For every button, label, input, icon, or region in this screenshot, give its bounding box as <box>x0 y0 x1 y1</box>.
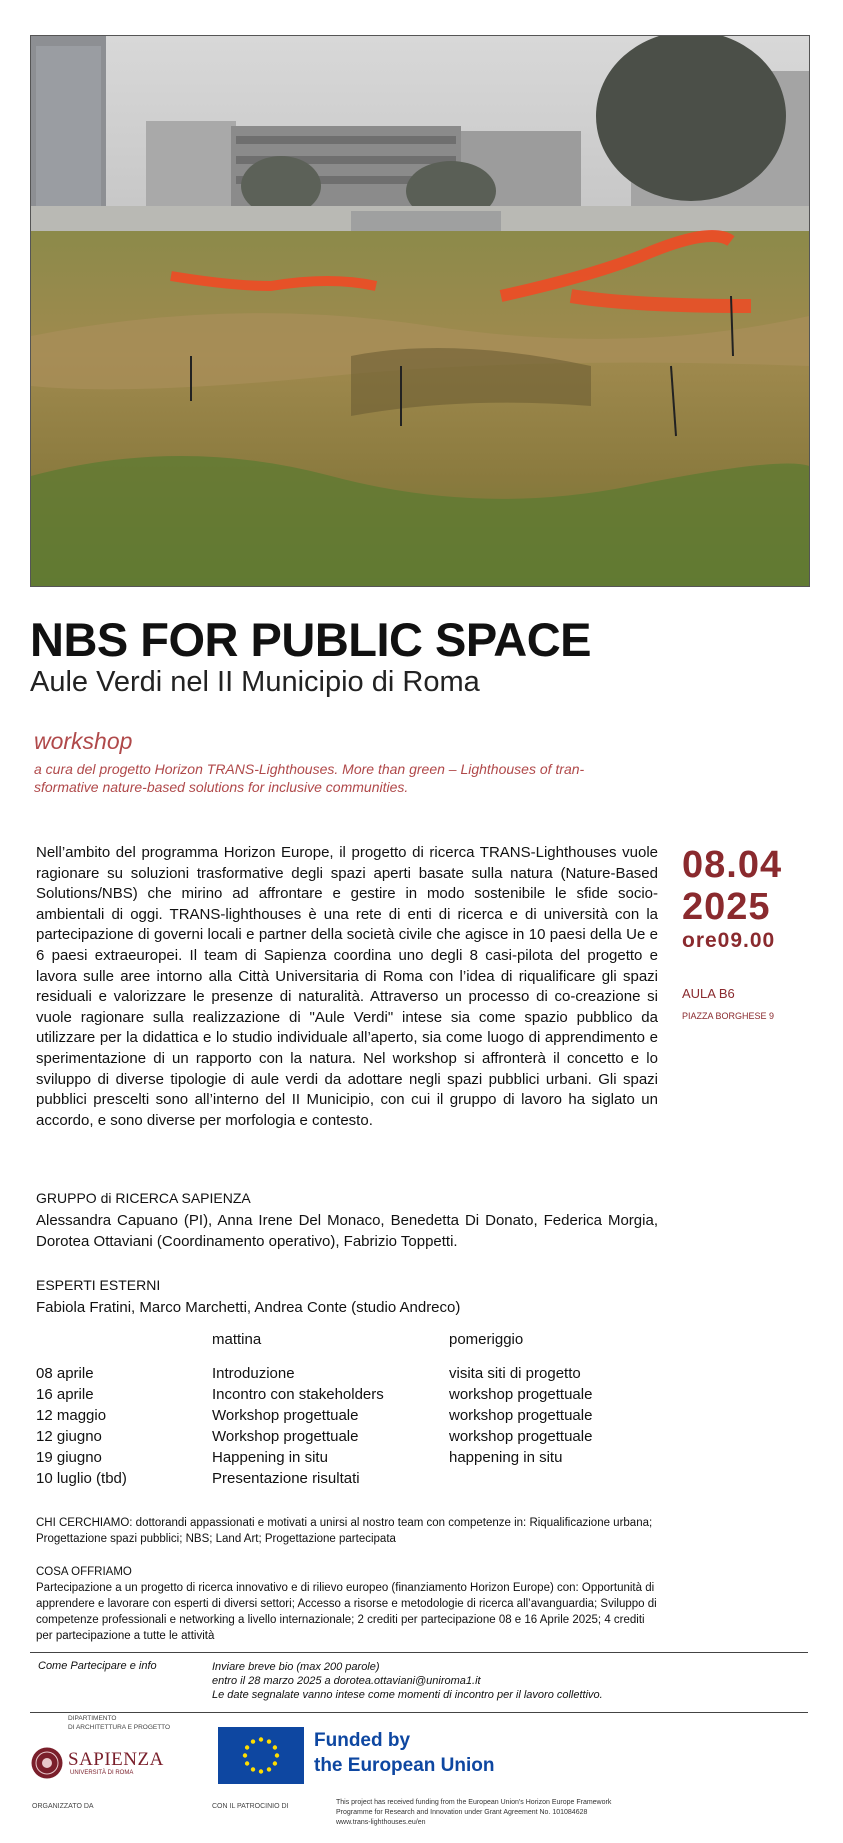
workshop-label: workshop <box>34 728 133 754</box>
department-line: DIPARTIMENTO <box>68 1715 117 1722</box>
schedule-date: 10 luglio (tbd) <box>36 1470 127 1487</box>
page-title: NBS FOR PUBLIC SPACE <box>30 613 591 666</box>
project-note-line: This project has received funding from the European Union’s Horizon Europe Framework <box>336 1799 612 1806</box>
sapienza-logo <box>30 1746 164 1785</box>
eu-funding-line: Funded by <box>314 1730 411 1751</box>
event-address: PIAZZA BORGHESE 9 <box>682 1011 775 1021</box>
participate-line: Le date segnalate vanno intese come momenti di incontro per il lavoro collettivo. <box>212 1689 603 1701</box>
external-experts-heading: ESPERTI ESTERNI <box>36 1277 161 1293</box>
participate-info <box>212 1660 603 1702</box>
schedule-morning-item: Happening in situ <box>212 1449 328 1466</box>
organized-by-label: ORGANIZZATO DA <box>32 1803 94 1810</box>
project-note-line: Programme for Research and Innovation under Grant Agreement No. 101084628 <box>336 1809 588 1816</box>
schedule-date: 08 aprile <box>36 1365 94 1382</box>
schedule-morning <box>212 1363 384 1489</box>
schedule-morning-item: Incontro con stakeholders <box>212 1386 384 1403</box>
schedule-date: 12 maggio <box>36 1407 107 1424</box>
sapienza-name: SAPIENZA <box>68 1749 164 1770</box>
event-info <box>682 844 812 1022</box>
schedule-date: 16 aprile <box>36 1386 94 1403</box>
schedule-afternoon-item: workshop progettuale <box>449 1386 593 1403</box>
research-group-members: Alessandra Capuano (PI), Anna Irene Del Monaco, Benedetta Di Donato, Federica Morgia, Dorotea Ottaviani (Coordinamento operativo), Fabrizio Toppetti. <box>36 1212 658 1250</box>
schedule-morning-header: mattina <box>212 1331 262 1348</box>
schedule-afternoon-header: pomeriggio <box>449 1331 524 1348</box>
schedule-morning-item: Workshop progettuale <box>212 1428 359 1445</box>
schedule-dates <box>36 1363 127 1489</box>
schedule-morning-item: Presentazione risultati <box>212 1470 360 1487</box>
page-subtitle: Aule Verdi nel II Municipio di Roma <box>30 666 480 698</box>
divider <box>30 1652 808 1653</box>
department-line: DI ARCHITETTURA E PROGETTO <box>68 1724 171 1731</box>
event-year: 2025 <box>682 886 771 928</box>
sapienza-subtitle: UNIVERSITÀ DI ROMA <box>70 1770 134 1776</box>
hero-photo <box>30 35 810 587</box>
workshop-description-line: sformative nature-based solutions for inclusive communities. <box>34 779 409 795</box>
offer-heading: COSA OFFRIAMO <box>36 1566 132 1578</box>
workshop-description <box>34 760 674 796</box>
eu-funding-line: the European Union <box>314 1755 495 1776</box>
participate-line: entro il 28 marzo 2025 a dorotea.ottaviani@uniroma1.it <box>212 1675 481 1687</box>
event-time: ore09.00 <box>682 929 776 952</box>
schedule-morning-item: Introduzione <box>212 1365 295 1382</box>
schedule-afternoon-item: visita siti di progetto <box>449 1365 581 1382</box>
project-website: www.trans-lighthouses.eu/en <box>336 1819 426 1826</box>
participate-line: Inviare breve bio (max 200 parole) <box>212 1661 380 1673</box>
external-experts-members: Fabiola Fratini, Marco Marchetti, Andrea Conte (studio Andreco) <box>36 1299 461 1316</box>
workshop-description-line: a cura del progetto Horizon TRANS-Lighthouses. More than green – Lighthouses of tran- <box>34 761 585 777</box>
research-group-heading: GRUPPO di RICERCA SAPIENZA <box>36 1190 251 1206</box>
schedule-date: 12 giugno <box>36 1428 102 1445</box>
schedule-afternoon-item: happening in situ <box>449 1449 563 1466</box>
event-date: 08.04 <box>682 844 783 886</box>
eu-stars-icon <box>218 1727 304 1784</box>
project-funding-note <box>336 1798 666 1828</box>
schedule-date: 19 giugno <box>36 1449 102 1466</box>
field-landscape-image <box>31 36 809 586</box>
seeking-text: CHI CERCHIAMO: dottorandi appassionati e motivati a unirsi al nostro team con competenze in: Riqualificazione urbana; Progettazione spazi pubblici; NBS; Land Art; Progettazione partecipata <box>36 1517 653 1545</box>
divider <box>30 1712 808 1713</box>
schedule-afternoon-item: workshop progettuale <box>449 1407 593 1424</box>
department-logo-text <box>68 1714 170 1732</box>
schedule-morning-item: Workshop progettuale <box>212 1407 359 1424</box>
intro-paragraph: Nell’ambito del programma Horizon Europe, il progetto di ricerca TRANS-Lighthouses vuole ragionare su soluzioni trasformative degli spazi aperti basate sulla natura (Nature-Based Solutions/NBS) che mirino ad affrontare e gestire in modo sostenibile le sfide socio-ambientali di oggi. TRANS-lighthouses è una rete di enti di ricerca e di università con la partecipazione di governi locali e partner della società civile che agisce in 10 paesi della Ue e 6 paesi extraeuropei. Il team di Sapienza coordina uno degli 8 casi-pilota del progetto e lavora sulle aree intorno alla Città Universitaria di Roma con l’idea di riqualificare gli spazi residuali e valorizzare le presenze di naturalità. Attraverso un processo di co-creazione si vuole ragionare sulla realizzazione di "Aule Verdi" intese sia come spazio pubblico da utilizzare per la didattica e lo studio individuale all’aperto, sia come luogo di apprendimento e sperimentazione di un rapporto con la natura. Nel workshop si affronterà il concetto e lo sviluppo di diverse tipologie di aule verdi da adottare negli spazi pubblici urbani. Gli spazi pubblici prescelti sono all’interno del II Municipio, con cui il gruppo di lavoro ha siglato un accordo, e sono diverse per morfologia e contesto. <box>36 844 658 1129</box>
eu-funding-text <box>314 1728 495 1778</box>
participate-label: Come Partecipare e info <box>38 1660 157 1672</box>
offer-text: Partecipazione a un progetto di ricerca innovativo e di rilievo europeo (finanziamento Horizon Europe) con: Opportunità di apprendere e lavorare con esperti di diversi settori; Accesso a risorse e metodologie di ricerca all’avanguardia; Sviluppo di competenze professionali e networking a livello internazionale; 2 crediti per partecipazione 08 e 16 Aprile 2025; 4 crediti per partecipazione a tutte le attività <box>36 1582 657 1642</box>
sapienza-seal-icon <box>30 1746 64 1780</box>
patronage-label: CON IL PATROCINIO DI <box>212 1803 289 1810</box>
schedule-afternoon <box>449 1363 592 1468</box>
event-room: AULA B6 <box>682 986 735 1001</box>
schedule-afternoon-item: workshop progettuale <box>449 1428 593 1445</box>
eu-flag-icon <box>218 1727 304 1784</box>
